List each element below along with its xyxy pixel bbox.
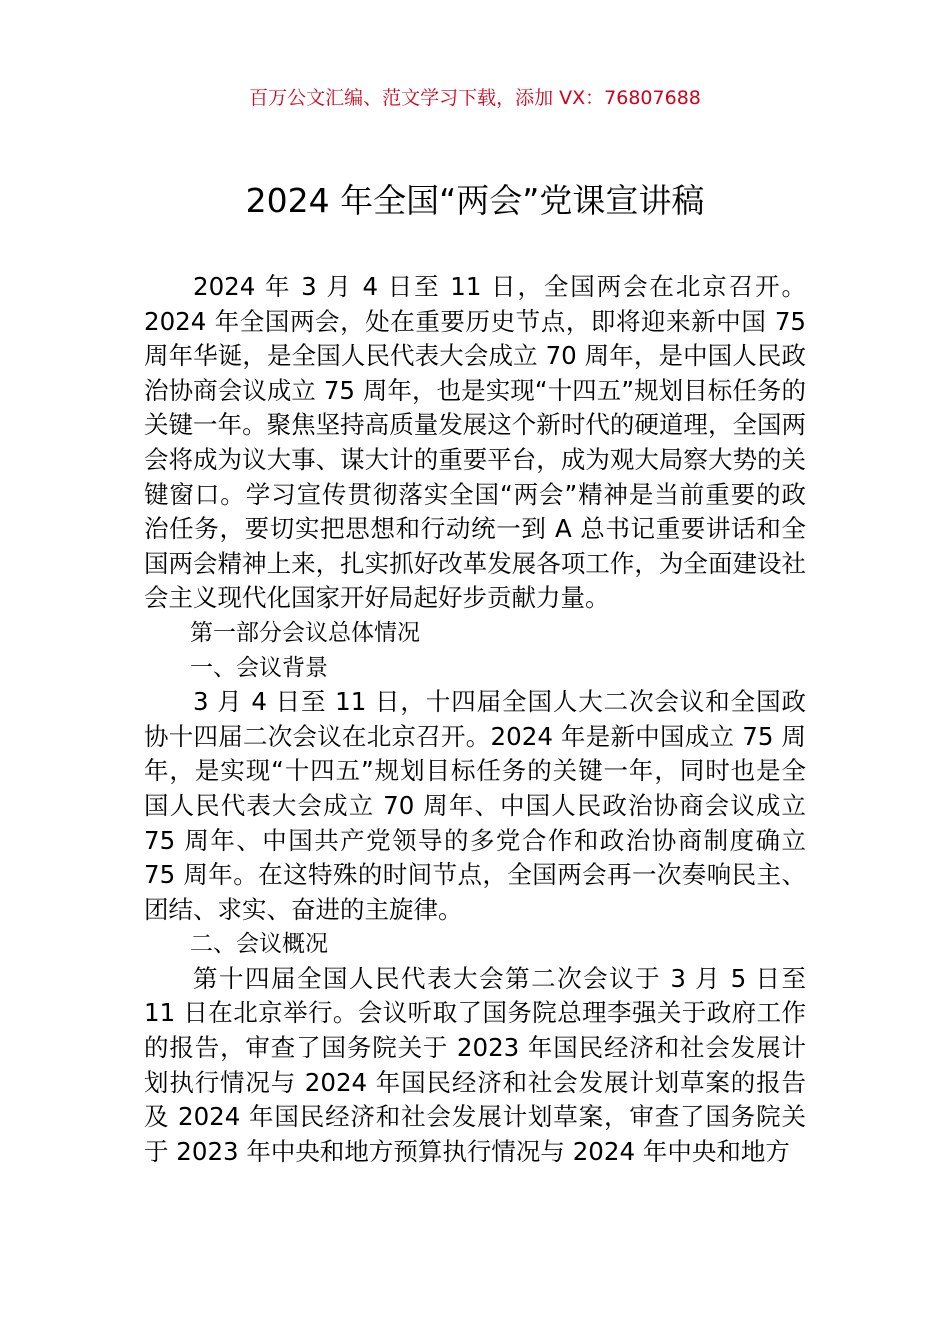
section-heading-part-one: 第一部分会议总体情况 [190, 619, 420, 646]
document-body [144, 270, 806, 1169]
overview-paragraph: 第十四届全国人民代表大会第二次会议于 3 月 5 日至 11 日在北京举行。会议听取了国务院总理李强关于政府工作的报告，审查了国务院关于 2023 年国民经济和社会发展计划执行情况与 2024 年国民经济和社会发展计划草案的报告及 2024 年国民经济和社会发展计划草案，审查了国务院关于 2023 年中央和地方预算执行情况与 2024 年中央和地方 [144, 963, 806, 1166]
intro-paragraph: 2024 年 3 月 4 日至 11 日，全国两会在北京召开。2024 年全国两会，处在重要历史节点，即将迎来新中国 75 周年华诞，是全国人民代表大会成立 70 周年，是中国人民政治协商会议成立 75 周年，也是实现“十四五”规划目标任务的关键一年。聚焦坚持高质量发展这个新时代的硬道理，全国两会将成为议大事、谋大计的重要平台，成为观大局察大势的关键窗口。学习宣传贯彻落实全国“两会”精神是当前重要的政治任务，要切实把思想和行动统一到 A 总书记重要讲话和全国两会精神上来，扎实抓好改革发展各项工作，为全面建设社会主义现代化国家开好局起好步贡献力量。 [144, 272, 806, 613]
promo-header: 百万公文汇编、范文学习下载，添加 VX：76807688 [249, 87, 701, 109]
subsection-heading-overview: 二、会议概况 [190, 931, 328, 958]
document-title: 2024 年全国“两会”党课宣讲稿 [245, 181, 705, 220]
subsection-heading-background: 一、会议背景 [190, 654, 328, 681]
background-paragraph: 3 月 4 日至 11 日，十四届全国人大二次会议和全国政协十四届二次会议在北京召开。2024 年是新中国成立 75 周年，是实现“十四五”规划目标任务的关键一年，同时也是全国人民代表大会成立 70 周年、中国人民政治协商会议成立 75 周年、中国共产党领导的多党合作和政治协商制度确立 75 周年。在这特殊的时间节点，全国两会再一次奏响民主、团结、求实、奋进的主旋律。 [144, 687, 806, 924]
